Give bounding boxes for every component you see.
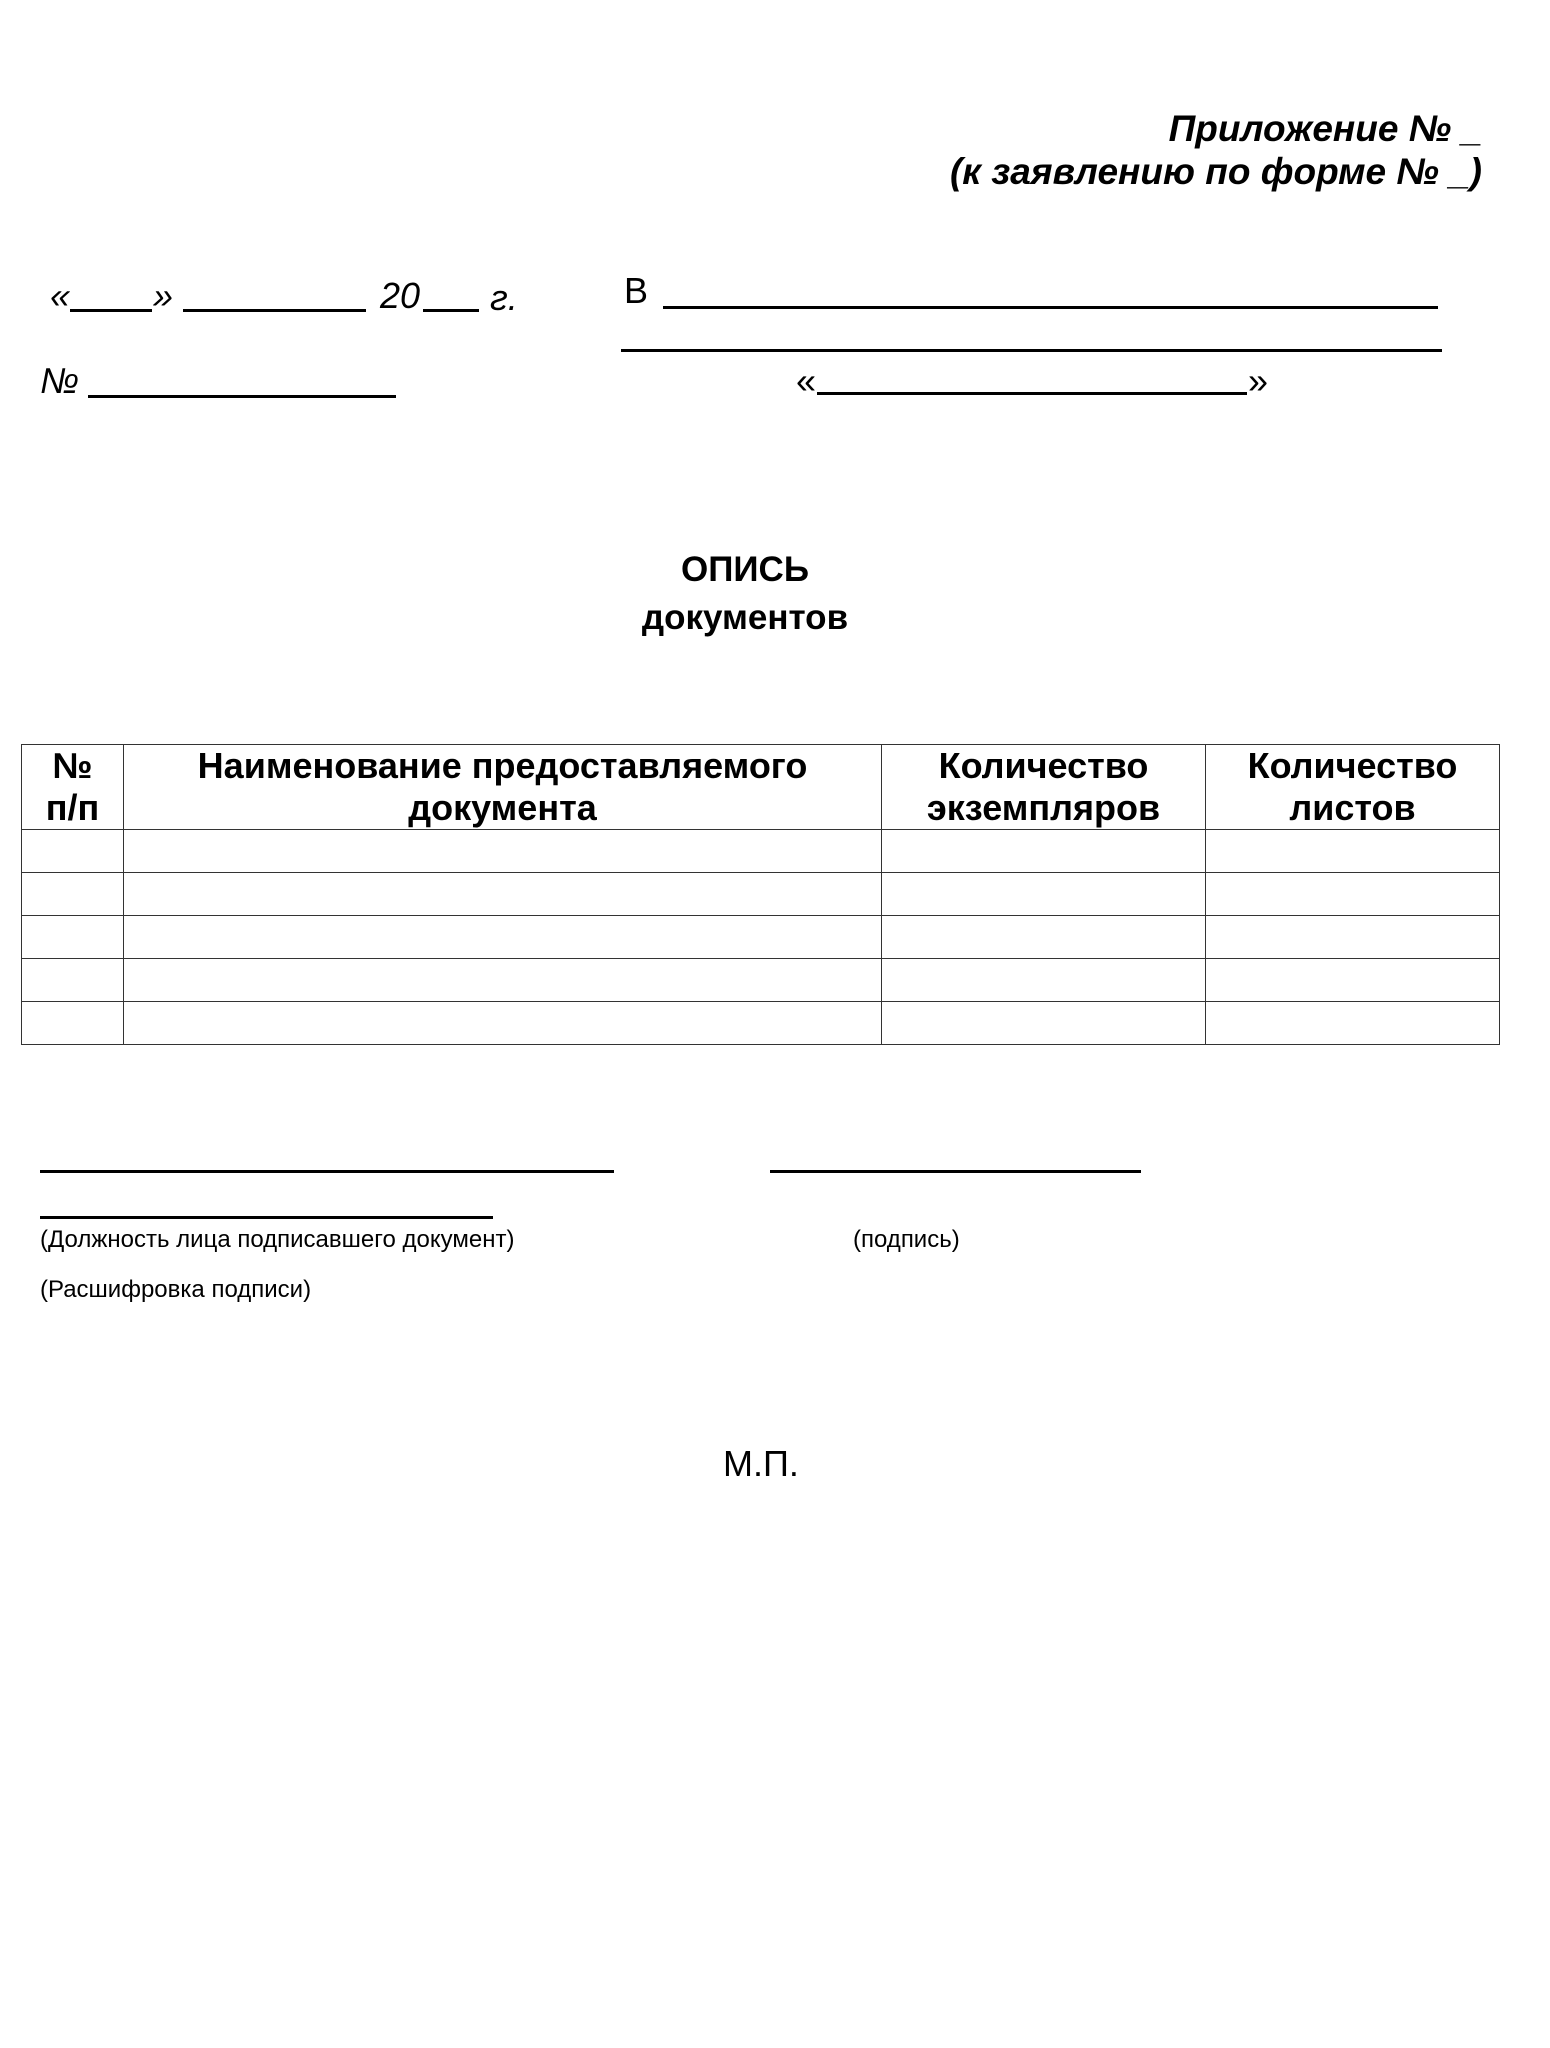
decoding-signature-line[interactable] [40,1216,493,1219]
table-cell[interactable] [124,916,882,959]
signature-caption: (подпись) [853,1226,960,1253]
header-line: п/п [45,787,100,828]
column-header-document-name [124,745,882,830]
header-line: листов [1289,787,1416,828]
attachment-form-reference: (к заявлению по форме № _) [949,151,1482,192]
table-cell[interactable] [22,916,124,959]
header-line: экземпляров [926,787,1161,828]
recipient-line-1[interactable] [663,306,1438,309]
number-blank-line[interactable] [88,395,396,398]
table-cell[interactable] [1206,873,1500,916]
table-cell[interactable] [882,916,1206,959]
number-label: № [40,360,79,401]
recipient-prefix: В [624,270,649,311]
attachment-number: Приложение № _ [1168,108,1482,149]
position-signature-line[interactable] [40,1170,614,1173]
table-cell[interactable] [882,873,1206,916]
year-prefix: 20 [380,275,421,316]
table-cell[interactable] [22,1002,124,1045]
date-close-quote: » [153,275,174,316]
recipient-open-quote: « [796,360,817,401]
table-header-row [22,745,1500,830]
month-blank-line[interactable] [183,309,366,312]
signature-line[interactable] [770,1170,1141,1173]
table-cell[interactable] [22,830,124,873]
table-cell[interactable] [1206,959,1500,1002]
column-header-copies-count [882,745,1206,830]
table-row [22,916,1500,959]
header-line: документа [408,787,597,828]
table-cell[interactable] [882,959,1206,1002]
table-cell[interactable] [1206,830,1500,873]
table-cell[interactable] [882,1002,1206,1045]
date-open-quote: « [50,275,71,316]
recipient-line-2[interactable] [621,349,1442,352]
table-row [22,873,1500,916]
table-cell[interactable] [1206,1002,1500,1045]
table-cell[interactable] [124,830,882,873]
table-row [22,1002,1500,1045]
table-row [22,959,1500,1002]
day-blank-line[interactable] [70,309,152,312]
table-cell[interactable] [124,959,882,1002]
decoding-caption: (Расшифровка подписи) [40,1276,312,1303]
header-line: № [52,745,93,786]
table-cell[interactable] [882,830,1206,873]
table-cell[interactable] [22,959,124,1002]
documents-inventory-table [21,744,1500,1045]
column-header-number [22,745,124,830]
header-line: Количество [1247,745,1458,786]
position-caption: (Должность лица подписавшего документ) [40,1226,515,1253]
column-header-sheets-count [1206,745,1500,830]
header-line: Количество [938,745,1149,786]
header-line: Наименование предоставляемого [197,745,808,786]
table-row [22,830,1500,873]
year-suffix: г. [490,277,518,318]
document-subtitle: документов [641,598,849,637]
year-blank-line[interactable] [423,309,479,312]
recipient-name-blank-line[interactable] [817,392,1247,395]
table-cell[interactable] [1206,916,1500,959]
table-cell[interactable] [22,873,124,916]
document-title: ОПИСЬ [681,550,809,589]
table-body [22,830,1500,1045]
table-cell[interactable] [124,1002,882,1045]
recipient-close-quote: » [1248,360,1269,401]
table-cell[interactable] [124,873,882,916]
stamp-placeholder: М.П. [723,1443,799,1484]
